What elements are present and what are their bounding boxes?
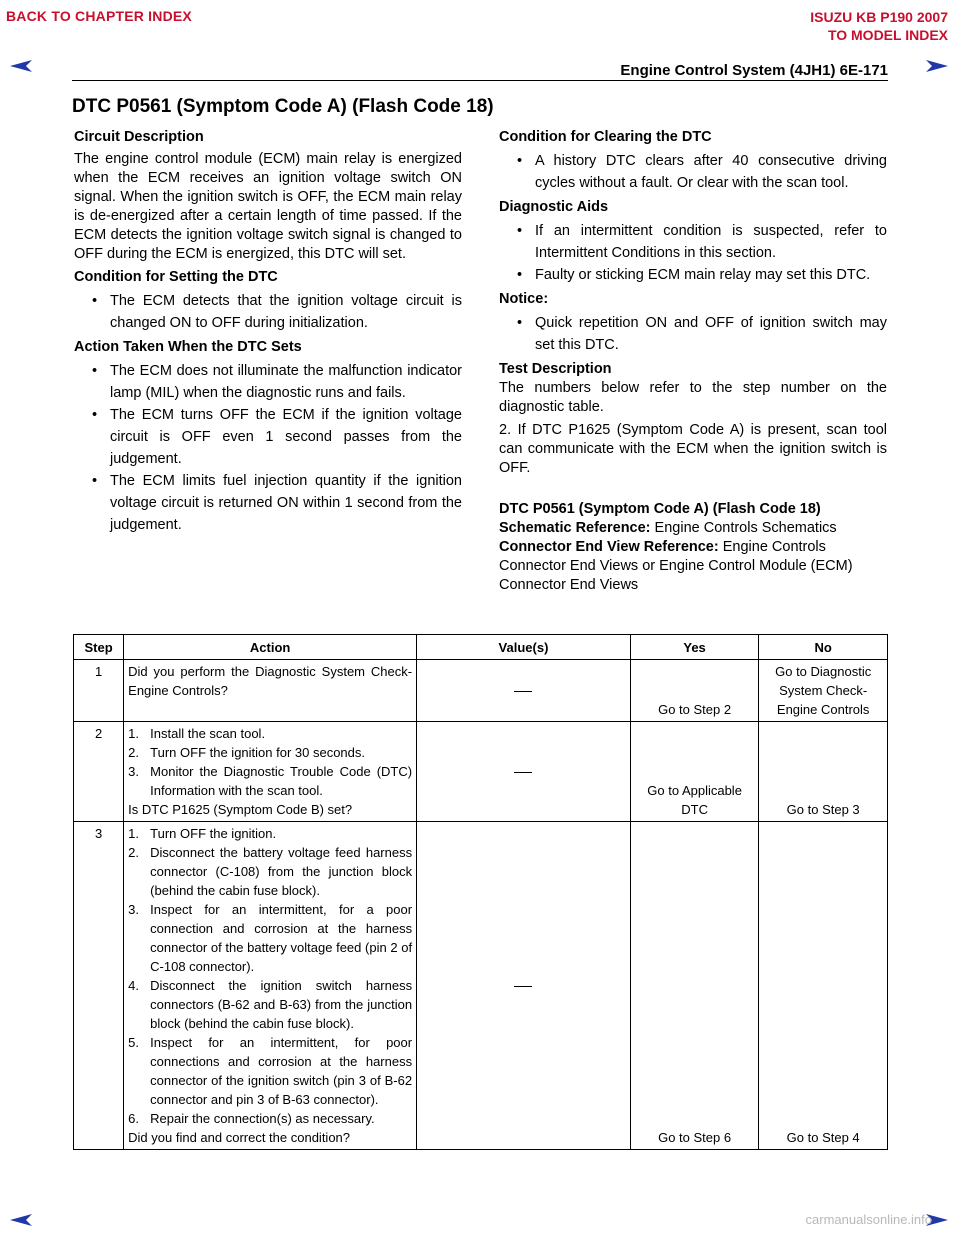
action-line: 3. Monitor the Diagnostic Trouble Code (DTC) Information with the scan tool. <box>128 764 413 798</box>
list-item: • The ECM limits fuel injection quantity if the ignition voltage circuit is returned ON within 1 second from the judgement. <box>74 470 462 536</box>
step-no: Go to Step 4 <box>759 822 888 1150</box>
column-header: Step <box>74 635 124 660</box>
list-item: • The ECM does not illuminate the malfunction indicator lamp (MIL) when the diagnostic runs and fails. <box>74 360 462 404</box>
list-item: • Faulty or sticking ECM main relay may set this DTC. <box>499 264 887 286</box>
watermark: carmanualsonline.info <box>805 1212 932 1227</box>
action-taken-list <box>74 360 462 536</box>
diagnostic-aids-list <box>499 220 887 286</box>
bullet-icon: • <box>517 153 523 169</box>
bullet-icon: • <box>92 293 98 309</box>
prev-page-arrow-icon[interactable] <box>8 58 34 74</box>
left-column <box>74 128 462 540</box>
list-item: • If an intermittent condition is suspected, refer to Intermittent Conditions in this section. <box>499 220 887 264</box>
column-header: Value(s) <box>417 635 631 660</box>
step-no: Go to Step 3 <box>759 722 888 822</box>
next-page-arrow-icon[interactable] <box>924 58 950 74</box>
list-item: • The ECM turns OFF the ECM if the ignition voltage circuit is OFF even 1 second passes from the judgement. <box>74 404 462 470</box>
step-yes: Go to Step 6 <box>630 822 758 1150</box>
column-header: Yes <box>630 635 758 660</box>
connector-reference: Connector End View Reference: Engine Controls Connector End Views or Engine Control Module (ECM) Connector End Views <box>499 539 853 593</box>
action-line: 5. Inspect for an intermittent, for poor connections and corrosion at the harness connector of the ignition switch (pin 3 of B-62 connector and pin 3 of B-63 connector). <box>128 1035 413 1107</box>
schematic-reference: Schematic Reference: Engine Controls Schematics <box>499 520 837 536</box>
dash-icon <box>514 691 532 692</box>
reference-block <box>499 500 887 595</box>
step-no: Go to Diagnostic System Check-Engine Controls <box>759 660 888 722</box>
action-line: 1. Install the scan tool. <box>128 726 266 741</box>
step-number: 3 <box>74 822 124 1150</box>
action-line: 4. Disconnect the ignition switch harness connectors (B-62 and B-63) from the junction block (behind the cabin fuse block). <box>128 978 413 1031</box>
step-value <box>417 822 631 1150</box>
action-line: 2. Disconnect the battery voltage feed harness connector (C-108) from the junction block (behind the cabin fuse block). <box>128 845 413 898</box>
table-row <box>74 822 888 1150</box>
step-value <box>417 722 631 822</box>
action-taken-heading: Action Taken When the DTC Sets <box>74 339 302 355</box>
model-name: ISUZU KB P190 2007 <box>810 9 948 25</box>
list-item: • The ECM detects that the ignition voltage circuit is changed ON to OFF during initialization. <box>74 290 462 334</box>
dash-icon <box>514 986 532 987</box>
action-line: 2. Turn OFF the ignition for 30 seconds. <box>128 745 365 760</box>
test-description-step: 2. If DTC P1625 (Symptom Code A) is present, scan tool can communicate with the ECM when the ignition switch is OFF. <box>499 422 887 476</box>
bullet-icon: • <box>92 473 98 489</box>
step-yes: Go to Step 2 <box>630 660 758 722</box>
table-header-row <box>74 635 888 660</box>
column-header: No <box>759 635 888 660</box>
column-header: Action <box>124 635 417 660</box>
action-line: 3. Inspect for an intermittent, for a poor connection and corrosion at the harness connector of the battery voltage feed (pin 2 of C-108 connector). <box>128 902 413 974</box>
step-number: 1 <box>74 660 124 722</box>
action-question: Is DTC P1625 (Symptom Code B) set? <box>128 802 353 817</box>
action-steps <box>128 724 412 800</box>
back-to-chapter-index-link[interactable]: BACK TO CHAPTER INDEX <box>6 8 192 24</box>
document-title: DTC P0561 (Symptom Code A) (Flash Code 18) <box>72 96 494 117</box>
bullet-icon: • <box>92 363 98 379</box>
prev-page-arrow-icon[interactable] <box>8 1212 34 1228</box>
setting-condition-heading: Condition for Setting the DTC <box>74 269 278 285</box>
table-row <box>74 722 888 822</box>
step-action <box>124 822 417 1150</box>
notice-heading: Notice: <box>499 291 549 307</box>
action-line: 1. Turn OFF the ignition. <box>128 826 277 841</box>
to-model-index-label: TO MODEL INDEX <box>827 27 948 43</box>
diagnostic-aids-heading: Diagnostic Aids <box>499 199 609 215</box>
clearing-condition-heading: Condition for Clearing the DTC <box>499 129 712 145</box>
action-steps <box>128 824 412 1128</box>
clearing-condition-list <box>499 150 887 194</box>
list-item: • Quick repetition ON and OFF of ignition switch may set this DTC. <box>499 312 887 356</box>
table-row <box>74 660 888 722</box>
test-description-text: The numbers below refer to the step number on the diagnostic table. <box>499 380 887 415</box>
dash-icon <box>514 772 532 773</box>
test-description-heading: Test Description <box>499 361 612 377</box>
step-yes: Go to Applicable DTC <box>630 722 758 822</box>
header-divider <box>72 80 888 81</box>
bullet-icon: • <box>517 267 523 283</box>
step-number: 2 <box>74 722 124 822</box>
setting-condition-list <box>74 290 462 334</box>
step-action: Did you perform the Diagnostic System Check-Engine Controls? <box>124 660 417 722</box>
action-question: Did you find and correct the condition? <box>128 1130 351 1145</box>
model-index-link[interactable] <box>810 8 948 44</box>
step-value <box>417 660 631 722</box>
bullet-icon: • <box>92 407 98 423</box>
step-action <box>124 722 417 822</box>
circuit-description-text: The engine control module (ECM) main relay is energized when the ECM receives an ignition voltage switch ON signal. When the ignition switch is OFF, the ECM main relay is de-energized after a certain length of time passed. If the ECM detects the ignition voltage switch signal is changed to OFF during the ECM is energized, this DTC will set. <box>74 151 462 262</box>
right-column <box>499 128 887 595</box>
list-item: • A history DTC clears after 40 consecutive driving cycles without a fault. Or clear with the scan tool. <box>499 150 887 194</box>
bullet-icon: • <box>517 315 523 331</box>
bullet-icon: • <box>517 223 523 239</box>
notice-list <box>499 312 887 356</box>
reference-title: DTC P0561 (Symptom Code A) (Flash Code 18) <box>499 501 821 517</box>
action-line: 6. Repair the connection(s) as necessary. <box>128 1111 375 1126</box>
page-header-title: Engine Control System (4JH1) 6E-171 <box>620 62 888 79</box>
circuit-description-heading: Circuit Description <box>74 129 204 145</box>
diagnostic-table <box>73 634 888 1150</box>
